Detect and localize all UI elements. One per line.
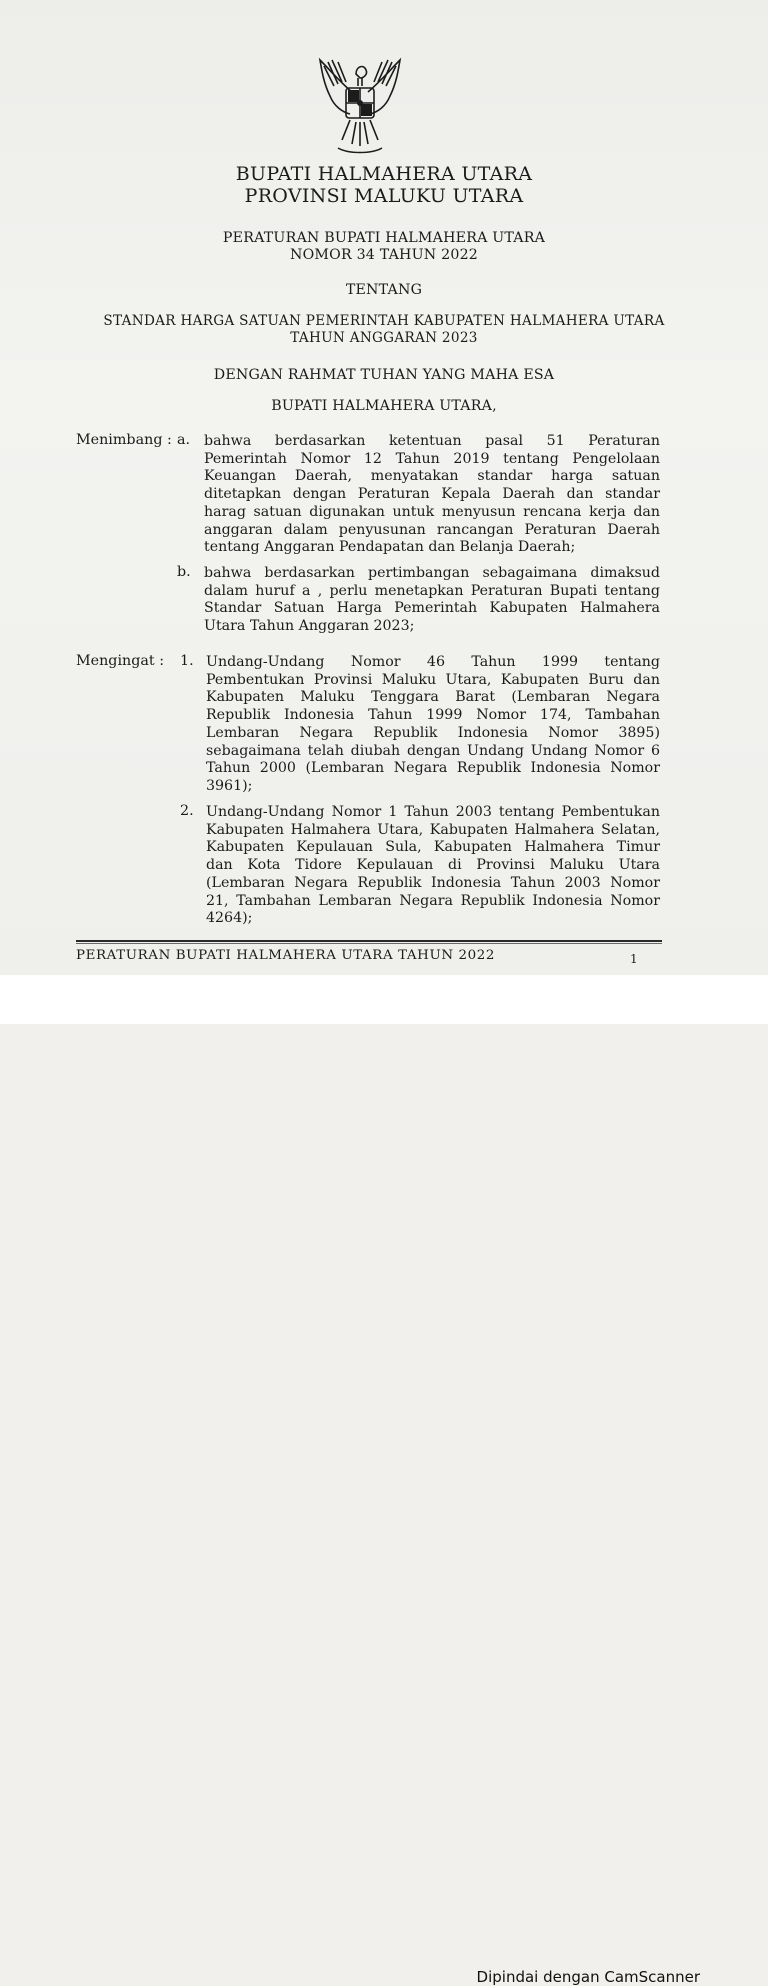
- mengingat-label: Mengingat :: [76, 653, 165, 669]
- footer-rule: [76, 940, 662, 942]
- text-line: harag satuan digunakan untuk menyusun rencana kerja dan: [204, 503, 660, 520]
- text-line: Tahun 2000 (Lembaran Negara Republik Indonesia Nomor: [206, 760, 660, 777]
- text-line: 21, Tambahan Lembaran Negara Republik Indonesia Nomor: [206, 892, 660, 909]
- garuda-pancasila-emblem-icon: [312, 52, 408, 164]
- tentang-heading: TENTANG: [345, 282, 423, 298]
- text-line: Lembaran Negara Republik Indonesia Nomor 3895): [206, 724, 660, 741]
- text-line: 4264);: [206, 910, 253, 927]
- scanner-bar: [0, 975, 768, 1986]
- text-line: dalam huruf a , perlu menetapkan Peraturan Bupati tentang: [204, 582, 660, 599]
- text-line: ditetapkan dengan Peraturan Kepala Daerah dan standar: [204, 486, 660, 503]
- text-line: Undang-Undang Nomor 1 Tahun 2003 tentang Pembentukan: [206, 804, 660, 820]
- regent-title: BUPATI HALMAHERA UTARA: [235, 163, 533, 185]
- subject-line-1: STANDAR HARGA SATUAN PEMERINTAH KABUPATEN HALMAHERA UTARA: [103, 313, 665, 329]
- menimbang-a-marker: a.: [177, 432, 191, 448]
- text-line: anggaran dalam penyusunan rancangan Peraturan Daerah: [204, 521, 660, 538]
- text-line: Kabupaten Kepulauan Sula, Kabupaten Halmahera Timur: [206, 839, 660, 856]
- text-line: 3961);: [206, 777, 253, 794]
- text-line: Undang-Undang Nomor 46 Tahun 1999 tentang: [206, 654, 660, 670]
- text-line: bahwa berdasarkan pertimbangan sebagaimana dimaksud: [204, 565, 660, 581]
- text-line: Standar Satuan Harga Pemerintah Kabupaten Halmahera: [204, 600, 660, 617]
- text-line: Republik Indonesia Tahun 1999 Nomor 174, Tambahan: [206, 707, 660, 724]
- province-title: PROVINSI MALUKU UTARA: [244, 185, 524, 207]
- text-line: Kabupaten Maluku Tenggara Barat (Lembaran Negara: [206, 689, 660, 706]
- text-line: Pemerintah Nomor 12 Tahun 2019 tentang Pengelolaan: [204, 450, 660, 467]
- text-line: dan Kota Tidore Kepulauan di Provinsi Maluku Utara: [206, 857, 660, 874]
- text-line: Kabupaten Halmahera Utara, Kabupaten Halmahera Selatan,: [206, 821, 660, 838]
- mengingat-1-marker: 1.: [180, 653, 194, 669]
- blessing-line: DENGAN RAHMAT TUHAN YANG MAHA ESA: [213, 367, 555, 383]
- mengingat-1-text: [206, 654, 660, 796]
- authority-line: BUPATI HALMAHERA UTARA,: [271, 398, 497, 414]
- text-line: Utara Tahun Anggaran 2023;: [204, 618, 415, 635]
- footer-text: PERATURAN BUPATI HALMAHERA UTARA TAHUN 2022: [76, 948, 495, 963]
- menimbang-a-text: [204, 433, 660, 557]
- text-line: sebagaimana telah diubah dengan Undang Undang Nomor 6: [206, 742, 660, 759]
- scanner-watermark: Dipindai dengan CamScanner: [476, 1968, 700, 1986]
- mengingat-2-text: [206, 804, 660, 928]
- text-line: tentang Anggaran Pendapatan dan Belanja Daerah;: [204, 539, 576, 556]
- menimbang-label: Menimbang :: [76, 432, 172, 448]
- text-line: Keuangan Daerah, menyatakan standar harga satuan: [204, 468, 660, 485]
- text-line: Pembentukan Provinsi Maluku Utara, Kabupaten Buru dan: [206, 671, 660, 688]
- mengingat-2-marker: 2.: [180, 803, 194, 819]
- menimbang-b-text: [204, 565, 660, 636]
- text-line: bahwa berdasarkan ketentuan pasal 51 Peraturan: [204, 433, 660, 449]
- page-number: 1: [630, 952, 638, 966]
- regulation-number: NOMOR 34 TAHUN 2022: [289, 247, 479, 263]
- text-line: (Lembaran Negara Republik Indonesia Tahun 2003 Nomor: [206, 874, 660, 891]
- regulation-title: PERATURAN BUPATI HALMAHERA UTARA: [222, 230, 546, 246]
- footer-rule-thin: [76, 943, 662, 944]
- subject-line-2: TAHUN ANGGARAN 2023: [290, 330, 478, 346]
- scanned-page: [0, 0, 768, 975]
- menimbang-b-marker: b.: [177, 564, 191, 580]
